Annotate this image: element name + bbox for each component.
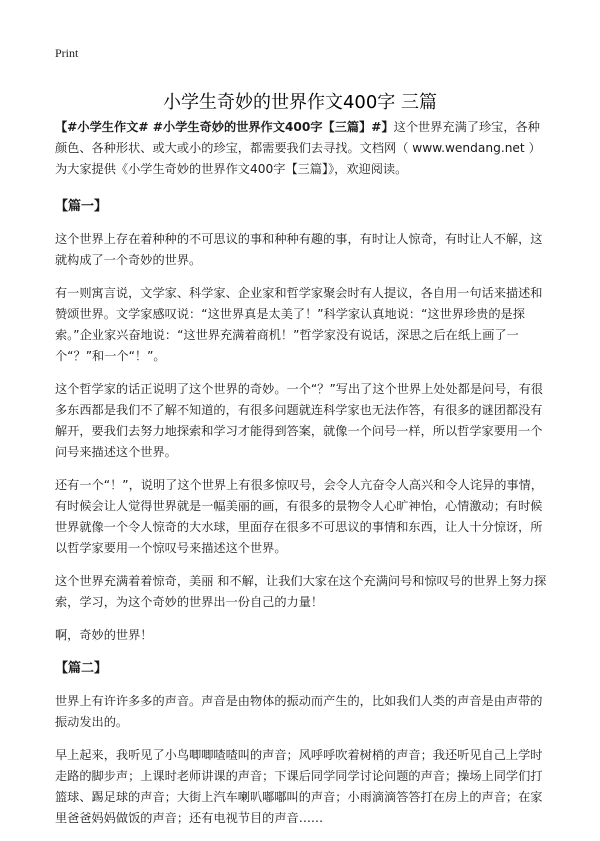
paragraph: 这个世界上存在着种种的不可思议的事和种种有趣的事，有时让人惊奇，有时让人不解，这就构成了一个奇妙的世界。 bbox=[55, 232, 543, 267]
paragraph: 有一则寓言说，文学家、科学家、企业家和哲学家聚会时有人提议，各自用一句话来描述和赞颂世界。文学家感叹说：“这世界真是太美了！”科学家认真地说：“这世界珍贵的是探索。”企业家兴奋地说：“这世界充满着商机！”哲学家没有说话，深思之后在纸上画了一个“？”和一个“！”。 bbox=[55, 286, 543, 363]
paragraph: 这个哲学家的话正说明了这个世界的奇妙。一个“？”写出了这个世界上处处都是问号，有很多东西都是我们不了解不知道的，有很多问题就连科学家也无法作答，有很多的谜团都没有解开，要我们去努力地探索和学习才能得到答案，就像一个问号一样，所以哲学家要用一个问号来描述这个世界。 bbox=[55, 382, 543, 459]
page-title: 小学生奇妙的世界作文400字 三篇 bbox=[162, 92, 438, 114]
print-label: Print bbox=[55, 46, 79, 60]
paragraph: 啊，奇妙的世界！ bbox=[55, 628, 153, 642]
paragraph: 还有一个“！”，说明了这个世界上有很多惊叹号，会令人亢奋令人高兴和令人诧异的事情，有时候会让人觉得世界就是一幅美丽的画，有很多的景物令人心旷神怡，心情激动；有时候世界就像一个令人惊奇的大水球，里面存在很多不可思议的事情和东西，让人十分惊讶，所以哲学家要用一个惊叹号来描述这个世界。 bbox=[55, 478, 543, 555]
section-heading-1: 【篇一】 bbox=[55, 199, 108, 214]
section-heading-2: 【篇二】 bbox=[55, 661, 108, 676]
paragraph: 世界上有许许多多的声音。声音是由物体的振动而产生的，比如我们人类的声音是由声带的振动发出的。 bbox=[55, 694, 543, 729]
paragraph: 早上起来，我听见了小鸟唧唧喳喳叫的声音；风呼呼吹着树梢的声音；我还听见自己上学时走路的脚步声；上课时老师讲课的声音；下课后同学同学讨论问题的声音；操场上同学们打篮球、踢足球的声音；大街上汽车喇叭嘟嘟叫的声音；小雨滴滴答答打在房上的声音；在家里爸爸妈妈做饭的声音；还有电视节目的声音…… bbox=[55, 748, 543, 825]
intro-paragraph bbox=[55, 117, 549, 180]
article-body bbox=[55, 117, 549, 841]
intro-tag: 【#小学生作文# #小学生奇妙的世界作文400字【三篇】#】 bbox=[55, 120, 394, 134]
paragraph: 这个世界充满着着惊奇，美丽 和不解，让我们大家在这个充满问号和惊叹号的世界上努力探索，学习，为这个奇妙的世界出一份自己的力量！ bbox=[55, 574, 547, 609]
intro-text: 这个世界充满了珍宝，各种颜色、各种形状、或大或小的珍宝，都需要我们去寻找。文档网（ www.wendang.net ）为大家提供《小学生奇妙的世界作文400字【三篇】》，欢迎阅读。 bbox=[55, 120, 541, 176]
